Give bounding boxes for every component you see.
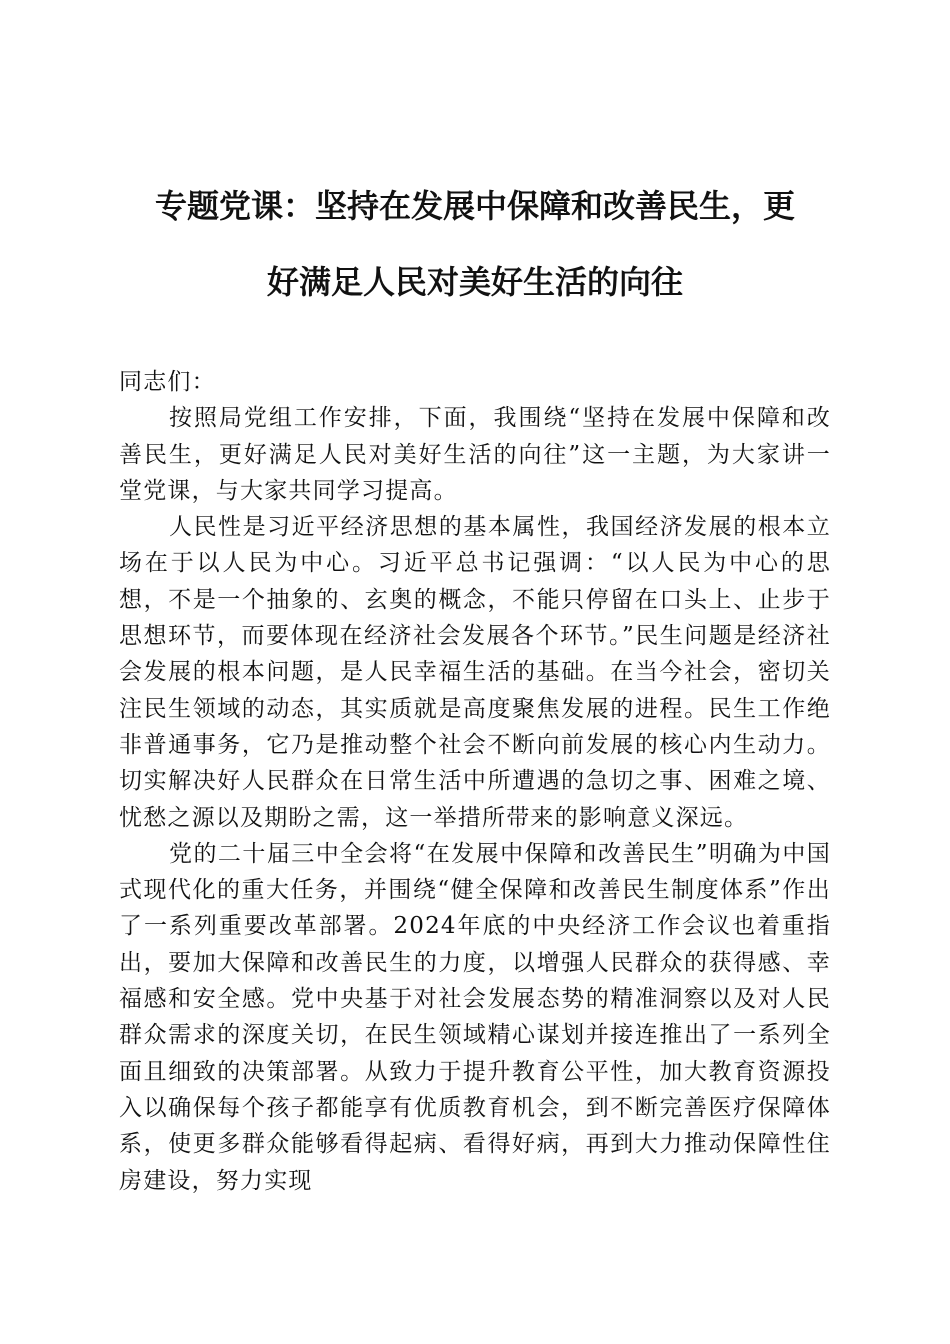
title-line-2: 好满足人民对美好生活的向往	[266, 263, 683, 301]
paragraph-people-centered: 人民性是习近平经济思想的基本属性，我国经济发展的根本立场在于以人民为中心。习近平总书记强调：“以人民为中心的思想，不是一个抽象的、玄奥的概念，不能只停留在口头上、止步于思想环节，而要体现在经济社会发展各个环节。”民生问题是经济社会发展的根本问题，是人民幸福生活的基础。在当今社会，密切关注民生领域的动态，其实质就是高度聚焦发展的进程。民生工作绝非普通事务，它乃是推动整个社会不断向前发展的核心内生动力。切实解决好人民群众在日常生活中所遭遇的急切之事、困难之境、忧愁之源以及期盼之需，这一举措所带来的影响意义深远。	[119, 514, 831, 831]
salutation: 同志们：	[119, 369, 216, 395]
document-body	[119, 364, 831, 1199]
document-title	[110, 168, 840, 320]
paragraph-intro: 按照局党组工作安排，下面，我围绕“坚持在发展中保障和改善民生，更好满足人民对美好生活的向往”这一主题，为大家讲一堂党课，与大家共同学习提高。	[119, 405, 831, 504]
paragraph-third-plenum: 党的二十届三中全会将“在发展中保障和改善民生”明确为中国式现代化的重大任务，并围绕“健全保障和改善民生制度体系”作出了一系列重要改革部署。2024年底的中央经济工作会议也着重指出，要加大保障和改善民生的力度，以增强人民群众的获得感、幸福感和安全感。党中央基于对社会发展态势的精准洞察以及对人民群众需求的深度关切，在民生领域精心谋划并接连推出了一系列全面且细致的决策部署。从致力于提升教育公平性，加大教育资源投入以确保每个孩子都能享有优质教育机会，到不断完善医疗保障体系，使更多群众能够看得起病、看得好病，再到大力推动保障性住房建设，努力实现	[119, 840, 831, 1194]
title-line-1: 专题党课：坚持在发展中保障和改善民生，更	[154, 187, 795, 225]
